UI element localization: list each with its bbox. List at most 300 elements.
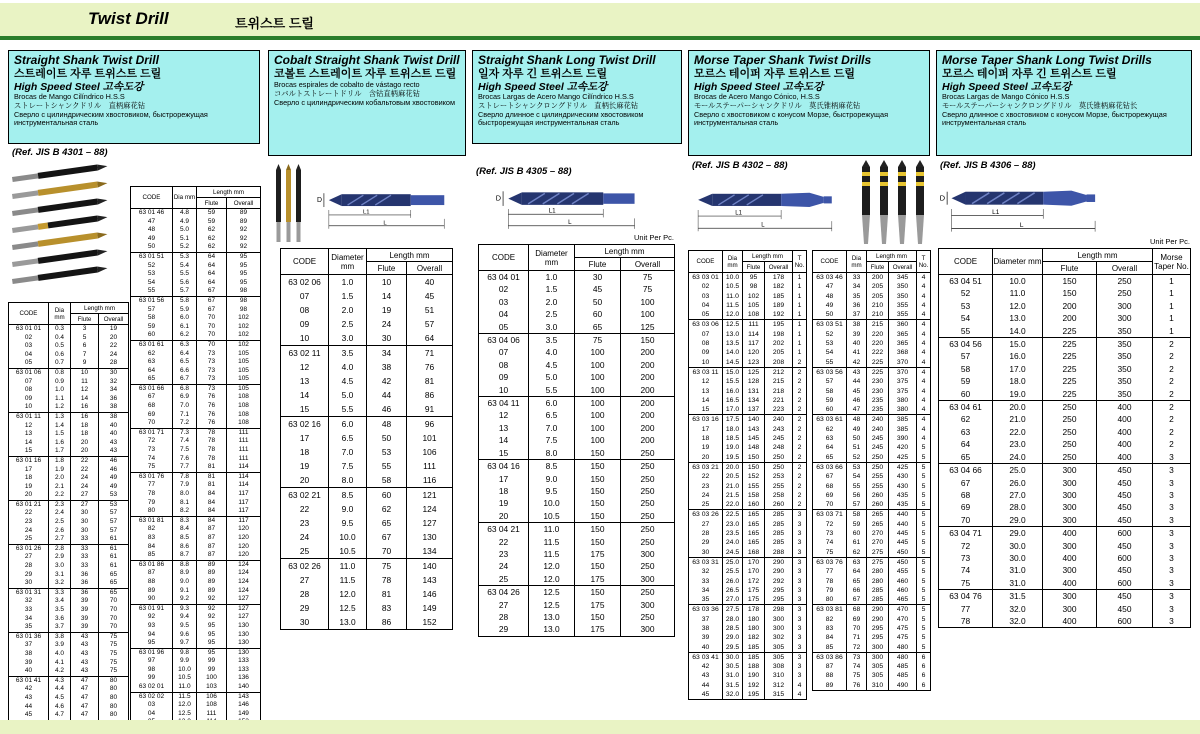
- table-cell: 152: [743, 472, 765, 481]
- table-cell: 0.9: [49, 378, 71, 387]
- table-cell: 1.0: [49, 386, 71, 395]
- table-cell: 61: [99, 562, 129, 571]
- table-cell: 5.0: [173, 226, 197, 235]
- table-row: [281, 473, 453, 488]
- table-cell: 5: [917, 633, 931, 642]
- table-cell: 59: [813, 396, 847, 405]
- table-cell: 44: [9, 703, 49, 712]
- table-cell: 2: [793, 396, 807, 405]
- table-cell: 71: [847, 633, 867, 642]
- table-row: [131, 375, 261, 384]
- table-cell: 77: [131, 481, 173, 490]
- section-title-ko: 스트레이트 자루 트위스트 드릴: [14, 67, 162, 80]
- table-cell: 2: [1153, 401, 1191, 414]
- table-cell: 105: [743, 301, 765, 310]
- table-cell: 140: [743, 415, 765, 425]
- table-cell: 1.6: [49, 439, 71, 448]
- table-cell: 0.5: [49, 342, 71, 351]
- table-cell: 3: [793, 529, 807, 538]
- table-cell: 63 01 41: [9, 676, 49, 685]
- table-cell: 80: [99, 703, 129, 712]
- table-row: [813, 358, 931, 368]
- table-cell: 63 01 86: [131, 560, 173, 569]
- table-cell: 30: [281, 615, 329, 630]
- table-cell: 6.1: [173, 323, 197, 332]
- table-cell: 55: [847, 482, 867, 491]
- table-cell: 111: [227, 455, 261, 464]
- table-cell: 57: [99, 518, 129, 527]
- table-cell: 03: [9, 342, 49, 351]
- table-cell: 30: [575, 271, 621, 284]
- table-cell: 88: [813, 671, 847, 680]
- table-cell: 24: [99, 351, 129, 360]
- table-cell: 36: [71, 588, 99, 597]
- table-cell: 70: [197, 340, 227, 349]
- long-drill-diagram: [478, 184, 668, 232]
- table-cell: 16: [71, 403, 99, 412]
- table-cell: 84: [131, 543, 173, 552]
- table-cell: 1.5: [329, 289, 367, 303]
- table-cell: 400: [1043, 615, 1097, 628]
- table-cell: 143: [227, 692, 261, 701]
- table-cell: 102: [743, 292, 765, 301]
- table-cell: 08: [281, 303, 329, 317]
- table-cell: 5.9: [173, 306, 197, 315]
- table-cell: 12.0: [329, 587, 367, 601]
- table-cell: 450: [1097, 603, 1153, 615]
- table-row: [9, 527, 129, 536]
- table-cell: 250: [1043, 413, 1097, 425]
- table-cell: 2: [793, 425, 807, 434]
- table-cell: 67: [197, 287, 227, 296]
- table-row: [479, 271, 675, 284]
- table-cell: 89: [813, 681, 847, 691]
- table-cell: 250: [621, 497, 675, 509]
- table-cell: 10: [367, 275, 407, 290]
- table-row: [131, 578, 261, 587]
- table-cell: 63: [847, 557, 867, 567]
- table-row: [813, 348, 931, 357]
- table-cell: 60: [575, 308, 621, 320]
- table-row: [939, 438, 1191, 450]
- table-cell: 5: [917, 577, 931, 586]
- table-row: [131, 560, 261, 569]
- table-row: [813, 453, 931, 463]
- table-row: [689, 482, 807, 491]
- table-cell: 29: [281, 601, 329, 615]
- table-row: [479, 611, 675, 623]
- table-cell: 120: [227, 543, 261, 552]
- table-row: [131, 701, 261, 710]
- table-cell: 310: [765, 671, 793, 680]
- table-cell: 31.0: [993, 564, 1043, 576]
- table-row: [689, 557, 807, 567]
- table-cell: 5.6: [173, 279, 197, 288]
- table-cell: 57: [407, 317, 453, 331]
- table-cell: 300: [1043, 489, 1097, 501]
- column-header: Length mm: [71, 303, 129, 314]
- table-cell: 78: [813, 577, 847, 586]
- table-cell: 78: [197, 428, 227, 437]
- table-cell: 12: [479, 409, 529, 421]
- table-cell: 76: [197, 402, 227, 411]
- section-header-taper: [688, 50, 930, 156]
- table-cell: 300: [1097, 300, 1153, 312]
- table-cell: 4.9: [173, 218, 197, 227]
- table-cell: 78: [939, 615, 993, 628]
- table-cell: 475: [889, 633, 917, 642]
- table-cell: 72: [847, 643, 867, 653]
- taper-drill-photo: [856, 158, 928, 248]
- table-cell: 10.0: [329, 530, 367, 544]
- table-cell: 27.0: [993, 489, 1043, 501]
- table-cell: 19: [99, 325, 129, 334]
- table-cell: 40: [689, 643, 723, 653]
- table-cell: 86: [367, 615, 407, 630]
- table-cell: 80: [99, 685, 129, 694]
- table-cell: 225: [1043, 363, 1097, 375]
- table-cell: 4.8: [173, 209, 197, 218]
- table-cell: 137: [743, 405, 765, 415]
- table-cell: 78: [197, 446, 227, 455]
- table-cell: 54: [939, 312, 993, 324]
- table-cell: 27: [71, 491, 99, 500]
- table-cell: 43: [689, 671, 723, 680]
- table-cell: 11.0: [173, 683, 197, 692]
- table-cell: 108: [227, 402, 261, 411]
- table-cell: 2.5: [329, 317, 367, 331]
- table-cell: 31.5: [993, 590, 1043, 603]
- table-cell: 89: [227, 209, 261, 218]
- table-row: [9, 500, 129, 509]
- table-cell: 73: [197, 384, 227, 393]
- table-row: [131, 350, 261, 359]
- table-cell: 28: [479, 611, 529, 623]
- table-cell: 24.0: [993, 451, 1043, 464]
- table-cell: 38: [99, 403, 129, 412]
- table-row: [479, 321, 675, 334]
- table-cell: 49: [131, 235, 173, 244]
- section-title-ko: 모르스 테이퍼 자루 트위스트 드릴: [694, 67, 855, 80]
- table-cell: 82: [131, 525, 173, 534]
- table-cell: 100: [575, 371, 621, 383]
- table-cell: 3: [793, 595, 807, 605]
- table-cell: 0.3: [49, 325, 71, 334]
- table-cell: 19: [367, 303, 407, 317]
- table-cell: 26.0: [993, 477, 1043, 489]
- table-row: [813, 310, 931, 320]
- section-subtitle-ru: Сверло с хвостовиком с конусом Морзе, быстрорежущая инструментальная сталь: [694, 109, 889, 128]
- table-cell: 1.5: [529, 283, 575, 295]
- table-cell: 175: [743, 595, 765, 605]
- jis-ref-straight: (Ref. JIS B 4301 – 88): [12, 147, 108, 158]
- table-cell: 1: [793, 282, 807, 291]
- table-cell: 117: [227, 499, 261, 508]
- table-cell: 39: [847, 330, 867, 339]
- table-row: [939, 413, 1191, 425]
- table-cell: 30.0: [723, 652, 743, 662]
- table-cell: 258: [765, 491, 793, 500]
- table-row: [813, 633, 931, 642]
- table-cell: 39: [689, 633, 723, 642]
- table-row: [131, 287, 261, 296]
- table-cell: 4: [917, 273, 931, 283]
- table-row: [9, 562, 129, 571]
- table-cell: 182: [743, 633, 765, 642]
- table-cell: 2.0: [49, 474, 71, 483]
- table-row: [813, 681, 931, 691]
- table-cell: 165: [743, 510, 765, 520]
- table-cell: 22: [281, 502, 329, 516]
- section-subtitle-ja: コバルトストレートドリル 含钴直柄麻花钻: [274, 88, 420, 98]
- table-row: [813, 491, 931, 500]
- table-cell: 8.6: [173, 543, 197, 552]
- table-cell: 2.0: [529, 296, 575, 308]
- table-cell: 9.3: [173, 604, 197, 613]
- table-cell: 63: [939, 426, 993, 438]
- table-row: [131, 631, 261, 640]
- table-cell: 143: [743, 425, 765, 434]
- table-row: [939, 451, 1191, 464]
- table-cell: 19: [9, 483, 49, 492]
- table-cell: 87: [131, 569, 173, 578]
- table-cell: 6.0: [173, 314, 197, 323]
- table-cell: 21.0: [723, 482, 743, 491]
- table-row: [131, 340, 261, 349]
- table-cell: 17: [281, 431, 329, 445]
- table-cell: 1: [793, 301, 807, 310]
- table-row: [131, 569, 261, 578]
- table-row: [131, 235, 261, 244]
- table-row: [131, 270, 261, 279]
- table-cell: 22: [99, 342, 129, 351]
- table-cell: 4: [917, 367, 931, 377]
- table-cell: 76: [197, 419, 227, 428]
- section-title-en: Morse Taper Shank Long Twist Drills: [942, 53, 1152, 67]
- table-cell: 470: [889, 605, 917, 615]
- table-cell: 20: [689, 453, 723, 463]
- table-cell: 120: [227, 551, 261, 560]
- table-row: [689, 292, 807, 301]
- table-cell: 400: [1043, 552, 1097, 564]
- table-cell: 3: [793, 510, 807, 520]
- table-cell: 5: [917, 510, 931, 520]
- table-cell: 28: [99, 359, 129, 368]
- table-cell: 57: [131, 306, 173, 315]
- table-cell: 19.0: [993, 388, 1043, 401]
- table-cell: 185: [765, 292, 793, 301]
- table-cell: 2: [793, 387, 807, 396]
- table-row: [689, 491, 807, 500]
- table-cell: 57: [939, 350, 993, 362]
- table-row: [131, 455, 261, 464]
- column-header: Flute: [743, 262, 765, 273]
- table-cell: 11: [71, 378, 99, 387]
- column-header: Length mm: [197, 187, 261, 198]
- table-cell: 62: [197, 243, 227, 252]
- table-cell: 380: [889, 405, 917, 415]
- table-cell: 26.0: [723, 577, 743, 586]
- unit-note: Unit Per Pc.: [633, 233, 674, 242]
- table-cell: 33: [71, 562, 99, 571]
- table-cell: 124: [227, 560, 261, 569]
- table-cell: 450: [1097, 564, 1153, 576]
- table-cell: 240: [867, 415, 889, 425]
- table-cell: 111: [227, 437, 261, 446]
- table-cell: 3: [793, 548, 807, 558]
- table-cell: 53: [131, 270, 173, 279]
- table-row: [9, 606, 129, 615]
- column-header: CODE: [813, 251, 847, 273]
- table-row: [9, 544, 129, 553]
- table-cell: 59: [131, 323, 173, 332]
- table-row: [9, 491, 129, 500]
- table-cell: 9: [71, 359, 99, 368]
- page-title-korean: 트위스트 드릴: [235, 16, 314, 31]
- section-subtitle-ru: Сверло длинное с хвостовиком с конусом Морзе, быстрорежущая инструментальная сталь: [942, 109, 1167, 128]
- column-header: CODE: [479, 245, 529, 271]
- table-cell: 52: [847, 453, 867, 463]
- table-cell: 09: [9, 395, 49, 404]
- table-cell: 47: [131, 218, 173, 227]
- svg-text:L: L: [761, 222, 765, 229]
- table-cell: 84: [197, 507, 227, 516]
- table-row: [689, 652, 807, 662]
- straight-shank-table-small: [8, 302, 129, 721]
- table-cell: 68: [131, 402, 173, 411]
- table-cell: 65: [131, 375, 173, 384]
- column-header: CODE: [131, 187, 173, 209]
- table-cell: 108: [743, 310, 765, 320]
- column-header: CODE: [939, 249, 993, 275]
- table-cell: 28.0: [993, 501, 1043, 513]
- table-cell: 89: [197, 569, 227, 578]
- table-cell: 52: [813, 330, 847, 339]
- table-cell: 14.5: [723, 358, 743, 368]
- table-cell: 93: [131, 622, 173, 631]
- table-cell: 23.0: [993, 438, 1043, 450]
- table-row: [131, 393, 261, 402]
- table-cell: 61: [847, 538, 867, 547]
- table-row: [281, 360, 453, 374]
- table-cell: 2.8: [49, 544, 71, 553]
- svg-text:D: D: [495, 193, 502, 203]
- table-cell: 315: [765, 690, 793, 700]
- table-cell: 19: [689, 443, 723, 452]
- table-cell: 3.6: [49, 615, 71, 624]
- table-cell: 05: [9, 359, 49, 368]
- table-cell: 14: [367, 289, 407, 303]
- table-cell: 63 01 26: [9, 544, 49, 553]
- table-cell: 220: [867, 330, 889, 339]
- column-header: Diameter mm: [993, 249, 1043, 275]
- table-cell: 205: [867, 292, 889, 301]
- table-cell: 30.0: [993, 552, 1043, 564]
- table-cell: 65: [367, 516, 407, 530]
- table-row: [281, 417, 453, 432]
- table-cell: 600: [1097, 552, 1153, 564]
- table-cell: 92: [197, 595, 227, 604]
- table-row: [813, 462, 931, 472]
- table-row: [939, 275, 1191, 288]
- table-cell: 210: [867, 301, 889, 310]
- table-row: [9, 685, 129, 694]
- table-cell: 53: [813, 339, 847, 348]
- table-row: [689, 339, 807, 348]
- table-cell: 11.5: [529, 548, 575, 560]
- table-cell: 5: [917, 548, 931, 558]
- table-cell: 2.4: [49, 509, 71, 518]
- column-header: Length mm: [575, 245, 675, 258]
- table-cell: 295: [765, 586, 793, 595]
- table-row: [131, 613, 261, 622]
- table-cell: 30: [99, 368, 129, 377]
- table-cell: 200: [621, 397, 675, 410]
- table-cell: 4.1: [49, 659, 71, 668]
- table-cell: 134: [407, 544, 453, 559]
- table-cell: 63 04 11: [479, 397, 529, 410]
- table-cell: 28: [281, 587, 329, 601]
- table-cell: 178: [765, 273, 793, 283]
- table-row: [939, 325, 1191, 338]
- table-row: [939, 375, 1191, 387]
- table-cell: 117: [227, 490, 261, 499]
- table-cell: 34: [367, 346, 407, 361]
- table-cell: 63 03 61: [813, 415, 847, 425]
- table-cell: 215: [765, 377, 793, 386]
- table-cell: 20.0: [723, 462, 743, 472]
- table-cell: 106: [197, 692, 227, 701]
- table-cell: 260: [867, 491, 889, 500]
- table-cell: 27.5: [723, 605, 743, 615]
- table-cell: 4.7: [49, 711, 71, 720]
- table-cell: 05: [479, 321, 529, 334]
- table-row: [281, 502, 453, 516]
- table-cell: 11.0: [723, 292, 743, 301]
- table-cell: 63 01 56: [131, 296, 173, 305]
- table-cell: 3: [1153, 451, 1191, 464]
- table-cell: 2: [793, 377, 807, 386]
- table-cell: 14: [71, 395, 99, 404]
- table-cell: 67: [197, 296, 227, 305]
- table-cell: 10.5: [529, 510, 575, 523]
- page-footer-band: [0, 720, 1200, 734]
- table-cell: 275: [867, 548, 889, 558]
- jis-ref-taper: (Ref. JIS B 4302 – 88): [692, 160, 788, 171]
- table-cell: 4: [793, 690, 807, 700]
- table-cell: 89: [197, 587, 227, 596]
- table-cell: 63 04 76: [939, 590, 993, 603]
- table-cell: 7: [71, 351, 99, 360]
- table-cell: 114: [743, 330, 765, 339]
- table-cell: 55: [131, 287, 173, 296]
- table-cell: 9.0: [329, 502, 367, 516]
- table-cell: 48: [131, 226, 173, 235]
- table-cell: 48: [367, 417, 407, 432]
- section-title-en: Straight Shank Long Twist Drill: [478, 53, 656, 67]
- table-cell: 14: [689, 396, 723, 405]
- table-cell: 59: [197, 218, 227, 227]
- table-cell: 20: [71, 447, 99, 456]
- section-subtitle-ja: ストレートシャンクロングドリル 直柄长麻花钻: [478, 100, 639, 110]
- table-row: [9, 623, 129, 632]
- table-cell: 8.3: [173, 516, 197, 525]
- table-cell: 250: [1097, 275, 1153, 288]
- table-cell: 300: [621, 599, 675, 611]
- table-cell: 260: [867, 500, 889, 510]
- table-cell: 59: [939, 375, 993, 387]
- table-cell: 18: [71, 422, 99, 431]
